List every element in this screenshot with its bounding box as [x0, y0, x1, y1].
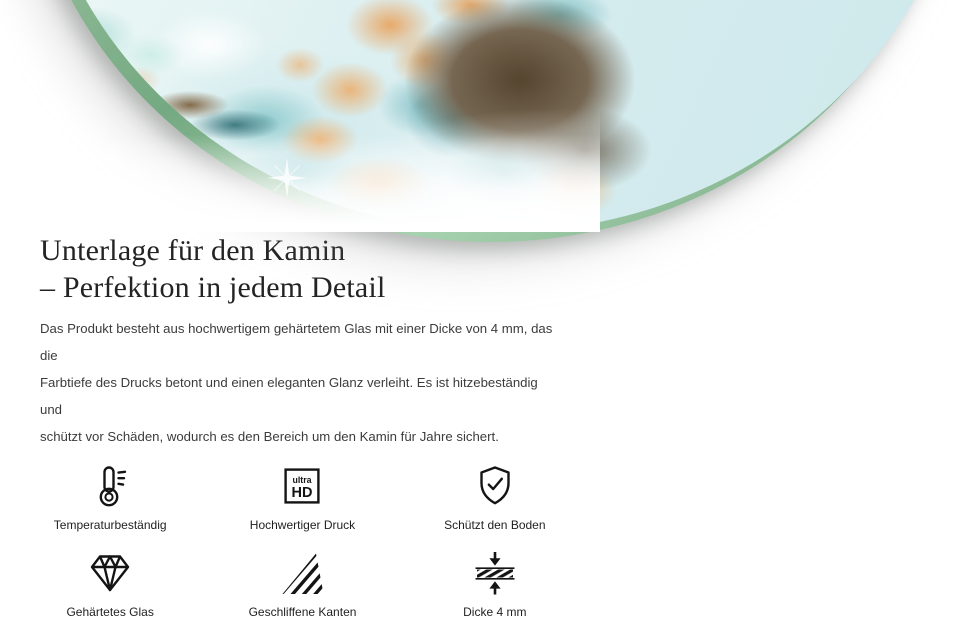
product-description: [40, 315, 560, 450]
polished-edges-icon: [279, 550, 325, 596]
feature-item-print-quality: [206, 463, 398, 532]
product-image: [0, 0, 600, 232]
product-info-section: [0, 232, 600, 619]
feature-label: Schützt den Boden: [444, 518, 546, 532]
svg-text:HD: HD: [292, 485, 313, 501]
feature-label: Temperaturbeständig: [53, 518, 167, 532]
description-line: schützt vor Schäden, wodurch es den Bereich um den Kamin für Jahre sichert.: [40, 429, 499, 444]
feature-label: Hochwertiger Druck: [249, 518, 356, 532]
feature-item-tempered-glass: [14, 550, 206, 619]
thickness-4mm-icon: [472, 550, 518, 596]
description-line: Farbtiefe des Drucks betont und einen eleganten Glanz verleiht. Es ist hitzebeständig und: [40, 375, 538, 417]
feature-label: Dicke 4 mm: [463, 605, 527, 619]
thermometer-icon: [90, 463, 130, 509]
features-grid: [14, 463, 591, 619]
feature-item-polished-edges: [206, 550, 398, 619]
diamond-icon: [88, 550, 132, 596]
feature-item-temperature: [14, 463, 206, 532]
feature-item-thickness: [399, 550, 591, 619]
svg-text:ultra: ultra: [292, 475, 313, 485]
feature-label: Gehärtetes Glas: [66, 605, 154, 619]
shield-check-icon: [475, 463, 515, 509]
feature-item-floor-protection: [399, 463, 591, 532]
page-title-line1: Unterlage für den Kamin: [40, 234, 346, 267]
description-line: Das Produkt besteht aus hochwertigem gehärtetem Glas mit einer Dicke von 4 mm, das die: [40, 321, 553, 363]
page-title-line2: – Perfektion in jedem Detail: [40, 271, 386, 304]
ultra-hd-icon: [282, 463, 322, 509]
feature-label: Geschliffene Kanten: [248, 605, 357, 619]
